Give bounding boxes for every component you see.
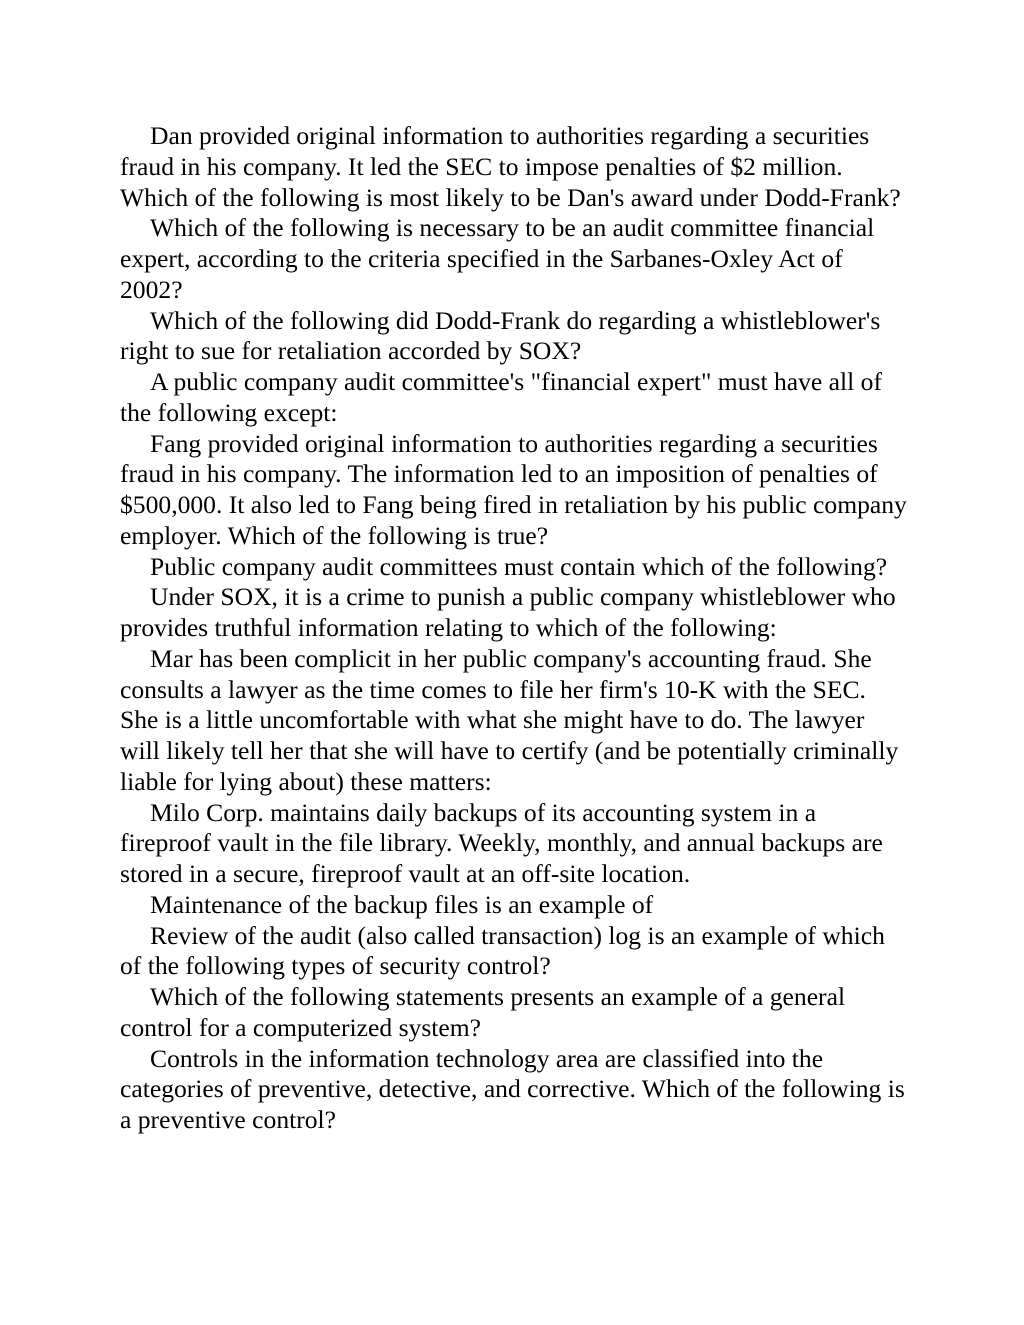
question-paragraph: Which of the following is necessary to be an audit committee financial expert, according to the criteria specified in the Sarbanes-Oxley Act of 2002? xyxy=(120,213,875,304)
question-paragraph: Milo Corp. maintains daily backups of its accounting system in a fireproof vault in the file library. Weekly, monthly, and annual backups are stored in a secure, fireproof vault at an off-site location. xyxy=(120,797,883,888)
question-paragraph: Under SOX, it is a crime to punish a public company whistleblower who provides truthful information relating to which of the following: xyxy=(120,582,896,642)
question-paragraph: Which of the following statements presents an example of a general control for a computerized system? xyxy=(120,982,846,1042)
question-paragraph: Fang provided original information to authorities regarding a securities fraud in his company. The information led to an imposition of penalties of $500,000. It also led to Fang being fired in retaliation by his public company employer. Which of the following is true? xyxy=(120,428,907,550)
question-paragraph: Review of the audit (also called transaction) log is an example of which of the following types of security control? xyxy=(120,920,885,981)
question-paragraph: Mar has been complicit in her public company's accounting fraud. She consults a lawyer as the time comes to file her firm's 10-K with the SEC. She is a little uncomfortable with what she might have to do. The lawyer will likely tell her that she will have to certify (and be potentially criminally liable for lying about) these matters: xyxy=(120,643,899,796)
question-paragraph: Maintenance of the backup files is an example of xyxy=(150,889,654,919)
question-paragraph: Public company audit committees must contain which of the following? xyxy=(150,551,888,581)
question-paragraph: Which of the following did Dodd-Frank do regarding a whistleblower's right to sue for retaliation accorded by SOX? xyxy=(120,305,881,366)
question-paragraph: Dan provided original information to authorities regarding a securities fraud in his company. It led the SEC to impose penalties of $2 million. Which of the following is most likely to be Dan's award under Dodd-Frank? xyxy=(120,121,901,212)
document-body xyxy=(120,121,910,1136)
question-paragraph: A public company audit committee's "financial expert" must have all of the following except: xyxy=(120,367,882,427)
question-paragraph: Controls in the information technology area are classified into the categories of preventive, detective, and corrective. Which of the following is a preventive control? xyxy=(120,1043,905,1134)
